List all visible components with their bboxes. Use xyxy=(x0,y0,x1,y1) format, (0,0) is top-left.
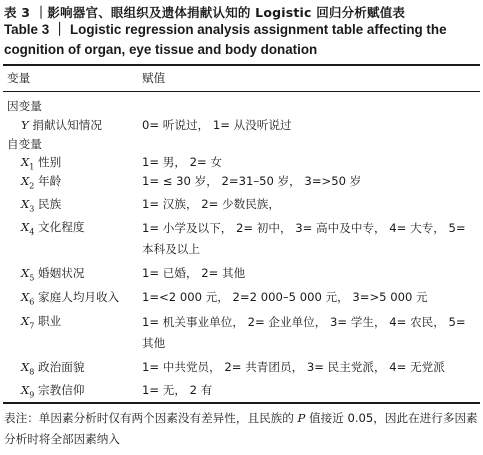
variable-name: 家庭人均月收入 xyxy=(38,290,120,304)
variable-symbol: $X_2$ xyxy=(21,174,35,191)
assignment-x9: 1= 无， 2 有 xyxy=(142,383,213,397)
assignment-x2: 1= ≤ 30 岁， 2=31–50 岁， 3=>50 岁 xyxy=(142,174,362,188)
variable-row-x8 xyxy=(21,358,84,381)
variable-row-x3 xyxy=(21,195,61,218)
variable-symbol: Y xyxy=(21,118,29,132)
p-symbol: P xyxy=(297,411,306,425)
variable-name: 性别 xyxy=(38,155,62,169)
variable-row-x9 xyxy=(21,381,84,404)
table-note: 表注：单因素分析时仅有两个因素没有差异性，且民族的 P 值接近 0.05，因此在进行多因素分析时将全部因素纳入 xyxy=(4,411,478,446)
variable-name: 职业 xyxy=(38,314,62,328)
header-rule xyxy=(3,91,480,92)
variable-name: 民族 xyxy=(38,197,62,211)
independent-group-label: 自变量 xyxy=(7,137,42,151)
bottom-rule xyxy=(3,402,480,404)
variable-symbol: $X_6$ xyxy=(21,290,35,307)
variable-row-x6 xyxy=(21,288,119,311)
assignment-x6: 1=<2 000 元， 2=2 000–5 000 元， 3=>5 000 元 xyxy=(142,290,428,304)
assignment-x1: 1= 男， 2= 女 xyxy=(142,155,223,169)
variable-row-x5 xyxy=(21,264,84,287)
top-rule xyxy=(3,64,480,66)
dependent-group-label: 因变量 xyxy=(7,99,42,113)
header-variable: 变量 xyxy=(7,71,31,85)
variable-symbol: $X_4$ xyxy=(21,220,35,237)
variable-row-x4 xyxy=(21,218,84,241)
variable-symbol: $X_7$ xyxy=(21,314,35,331)
variable-symbol: $X_3$ xyxy=(21,197,35,214)
variable-row-x2 xyxy=(21,172,61,195)
variable-symbol: $X_5$ xyxy=(21,266,35,283)
variable-symbol: $X_9$ xyxy=(21,383,35,400)
table-title-english: Table 3 ｜ Logistic regression analysis assignment table affecting the cognition of organ, eye tissue and body donation xyxy=(4,22,447,57)
assignment-x3: 1= 汉族， 2= 少数民族， xyxy=(142,197,280,211)
variable-symbol: $X_1$ xyxy=(21,155,35,172)
table-title-chinese: 表 3 ｜影响器官、眼组织及遗体捐献认知的 Logistic 回归分析赋值表 xyxy=(4,5,406,20)
variable-row-x7 xyxy=(21,312,61,335)
assignment-x5: 1= 已婚， 2= 其他 xyxy=(142,266,246,280)
dependent-variable xyxy=(21,116,102,134)
assignment-x8: 1= 中共党员， 2= 共青团员， 3= 民主党派， 4= 无党派 xyxy=(142,360,445,374)
variable-name: 捐献认知情况 xyxy=(32,118,102,132)
assignment-x4: 1= 小学及以下， 2= 初中， 3= 高中及中专， 4= 大专， 5= 本科及以上 xyxy=(142,221,466,256)
variable-symbol: $X_8$ xyxy=(21,360,35,377)
variable-name: 宗教信仰 xyxy=(38,383,85,397)
variable-name: 文化程度 xyxy=(38,220,85,234)
dependent-assignment: 0= 听说过， 1= 从没听说过 xyxy=(142,118,292,132)
assignment-x7: 1= 机关事业单位， 2= 企业单位， 3= 学生， 4= 农民， 5= 其他 xyxy=(142,315,466,350)
variable-name: 婚姻状况 xyxy=(38,266,85,280)
variable-name: 政治面貌 xyxy=(38,360,85,374)
header-assignment: 赋值 xyxy=(142,71,166,85)
variable-name: 年龄 xyxy=(38,174,62,188)
